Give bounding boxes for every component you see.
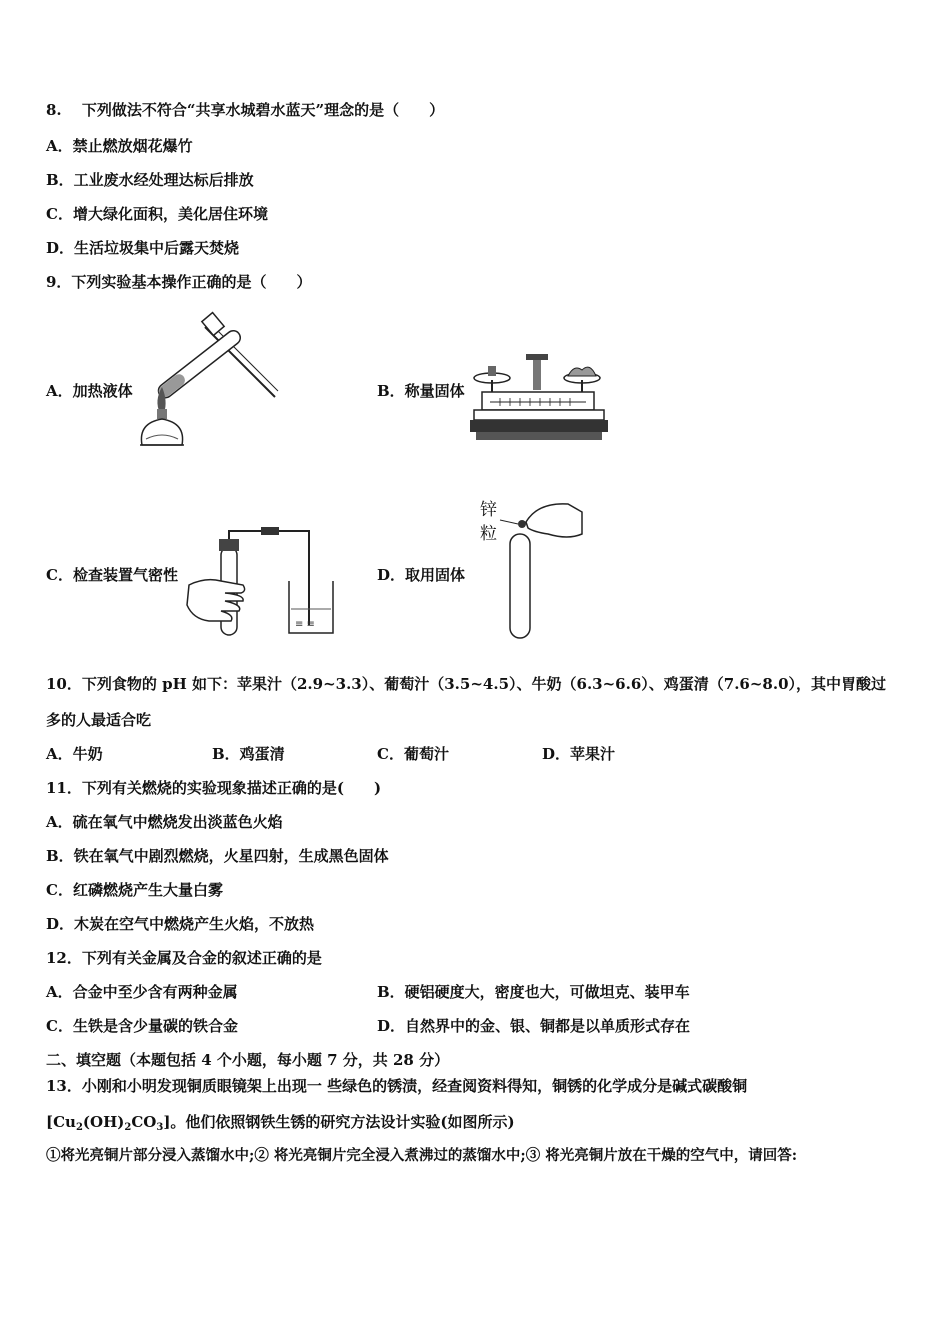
q11-option-b: B．铁在氧气中剧烈燃烧，火星四射，生成黑色固体	[46, 847, 389, 865]
q9-stem: 9．下列实验基本操作正确的是（ ）	[46, 273, 312, 291]
q10-stem-line2: 多的人最适合吃	[46, 711, 152, 729]
q12-option-a: A．合金中至少含有两种金属	[46, 983, 238, 1001]
figure-heating-liquid	[130, 305, 280, 450]
q9-option-c: C．检查装置气密性	[46, 566, 178, 584]
formula-sub-2: 2	[124, 1122, 132, 1133]
formula-tail: ]。他们依照钢铁生锈的研究方法设计实验(如图所示)	[163, 1113, 515, 1131]
formula-mid: (OH)	[82, 1113, 125, 1131]
q8-option-a: A．禁止燃放烟花爆竹	[46, 137, 193, 155]
q12-stem: 12．下列有关金属及合金的叙述正确的是	[46, 949, 322, 967]
svg-text:≡ ≡: ≡ ≡	[295, 619, 315, 630]
q8-option-d: D．生活垃圾集中后露天焚烧	[46, 239, 240, 257]
q13-stem-line1: 13．小刚和小明发现铜质眼镜架上出现一 些绿色的锈渍，经查阅资料得知，铜锈的化学成分是碱式碳酸铜	[46, 1077, 748, 1095]
q10-option-a: A．牛奶	[46, 745, 103, 763]
q10-stem-line1: 10．下列食物的 pH 如下：苹果汁（2.9~3.3）、葡萄汁（3.5~4.5）、牛奶（6.3~6.6）、鸡蛋清（7.6~8.0），其中胃酸过	[46, 675, 887, 693]
q12-option-b: B．硬铝硬度大，密度也大，可做坦克、装甲车	[377, 983, 690, 1001]
figure-airtightness-check	[185, 525, 340, 640]
zinc-label-top: 锌	[480, 500, 497, 520]
q9-option-a: A．加热液体	[46, 382, 133, 400]
q11-stem: 11．下列有关燃烧的实验现象描述正确的是( )	[46, 779, 382, 797]
zinc-label-bottom: 粒	[480, 524, 497, 544]
q9-option-d: D．取用固体	[377, 566, 466, 584]
q11-option-c: C．红磷燃烧产生大量白雾	[46, 881, 223, 899]
figure-taking-solid	[478, 498, 588, 643]
q11-option-a: A．硫在氧气中燃烧发出淡蓝色火焰	[46, 813, 283, 831]
q11-option-d: D．木炭在空气中燃烧产生火焰，不放热	[46, 915, 315, 933]
q9-option-b: B．称量固体	[377, 382, 465, 400]
formula-sub-3: 3	[156, 1122, 164, 1133]
q8-option-c: C．增大绿化面积，美化居住环境	[46, 205, 268, 223]
q10-option-d: D．苹果汁	[542, 745, 616, 763]
formula-co: CO	[131, 1113, 157, 1131]
q12-option-d: D．自然界中的金、银、铜都是以单质形式存在	[377, 1017, 691, 1035]
q8-option-b: B．工业废水经处理达标后排放	[46, 171, 254, 189]
q13-stem-line2	[46, 1112, 515, 1138]
q8-stem: 8. 下列做法不符合“共享水城碧水蓝天”理念的是（ ）	[46, 101, 445, 119]
q10-option-c: C．葡萄汁	[377, 745, 449, 763]
formula-sub-1: 2	[75, 1122, 83, 1133]
figure-balance	[470, 350, 610, 445]
formula-open: [Cu	[46, 1113, 76, 1131]
q10-option-b: B．鸡蛋清	[212, 745, 285, 763]
section-heading: 二、填空题（本题包括 4 个小题，每小题 7 分，共 28 分）	[46, 1051, 450, 1069]
q13-stem-line3: ①将光亮铜片部分浸入蒸馏水中;② 将光亮铜片完全浸入煮沸过的蒸馏水中;③ 将光亮铜片放在干燥的空气中，请回答:	[46, 1147, 798, 1164]
q12-option-c: C．生铁是含少量碳的铁合金	[46, 1017, 238, 1035]
